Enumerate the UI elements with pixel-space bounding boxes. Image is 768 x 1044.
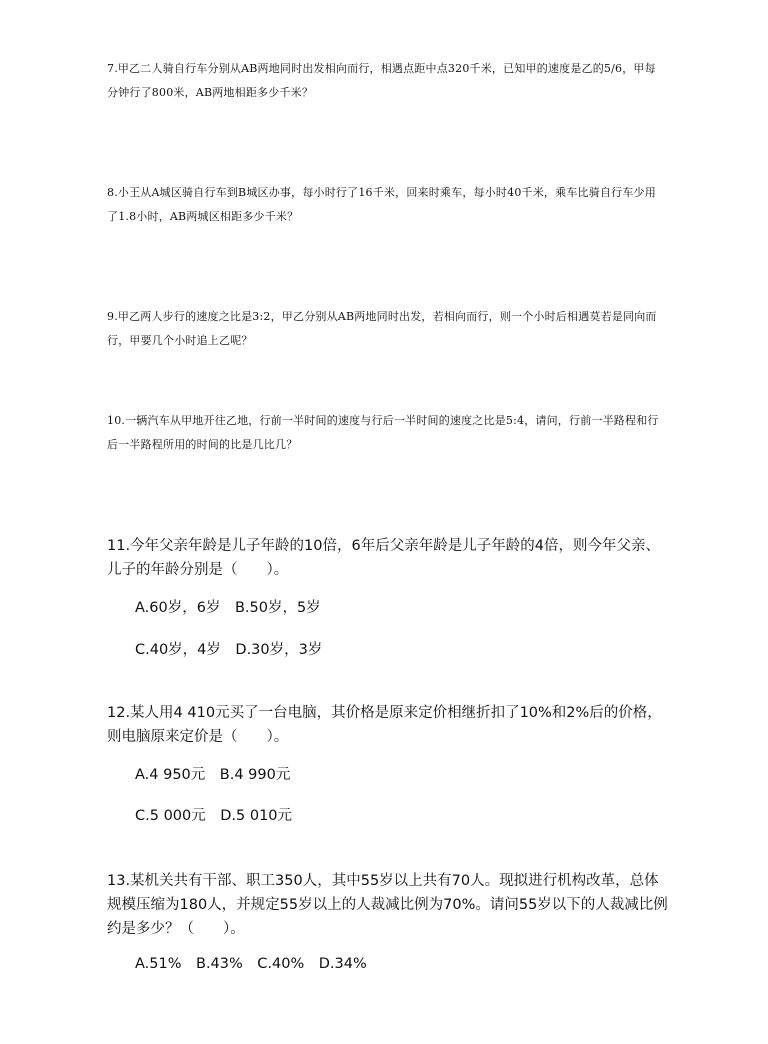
question-12-options-cd: C.5 000元 D.5 010元 [135, 808, 293, 824]
question-11-options-cd: C.40岁，4岁 D.30岁，3岁 [135, 642, 323, 658]
question-11: 11.今年父亲年龄是儿子年龄的10倍，6年后父亲年龄是儿子年龄的4倍，则今年父亲、儿子的年龄分别是（ ）。 [107, 538, 660, 578]
question-12: 12.某人用4 410元买了一台电脑，其价格是原来定价相继折扣了10%和2%后的价格，则电脑原来定价是（ ）。 [107, 705, 662, 745]
question-11-options-ab: A.60岁，6岁 B.50岁，5岁 [135, 600, 321, 616]
question-12-options-ab: A.4 950元 B.4 990元 [135, 767, 291, 783]
question-8: 8.小王从A城区骑自行车到B城区办事，每小时行了16千米，回来时乘车，每小时40千米，乘车比骑自行车少用了1.8小时，AB两城区相距多少千米？ [107, 186, 656, 223]
question-13: 13.某机关共有干部、职工350人，其中55岁以上共有70人。现拟进行机构改革，总体规模压缩为180人，并规定55岁以上的人裁减比例为70%。请问55岁以下的人裁减比例约是多少？（ ）。 [107, 873, 668, 937]
question-9: 9.甲乙两人步行的速度之比是3:2，甲乙分别从AB两地同时出发，若相向而行，则一个小时后相遇莫若是同向而行，甲要几个小时追上乙呢？ [107, 310, 657, 347]
question-13-options: A.51% B.43% C.40% D.34% [135, 956, 367, 972]
question-10: 10.一辆汽车从甲地开往乙地，行前一半时间的速度与行后一半时间的速度之比是5:4，请问，行前一半路程和行后一半路程所用的时间的比是几比几？ [107, 414, 659, 451]
question-7: 7.甲乙二人骑自行车分别从AB两地同时出发相向而行，相遇点距中点320千米，已知甲的速度是乙的5/6，甲每分钟行了800米，AB两地相距多少千米？ [107, 62, 656, 99]
